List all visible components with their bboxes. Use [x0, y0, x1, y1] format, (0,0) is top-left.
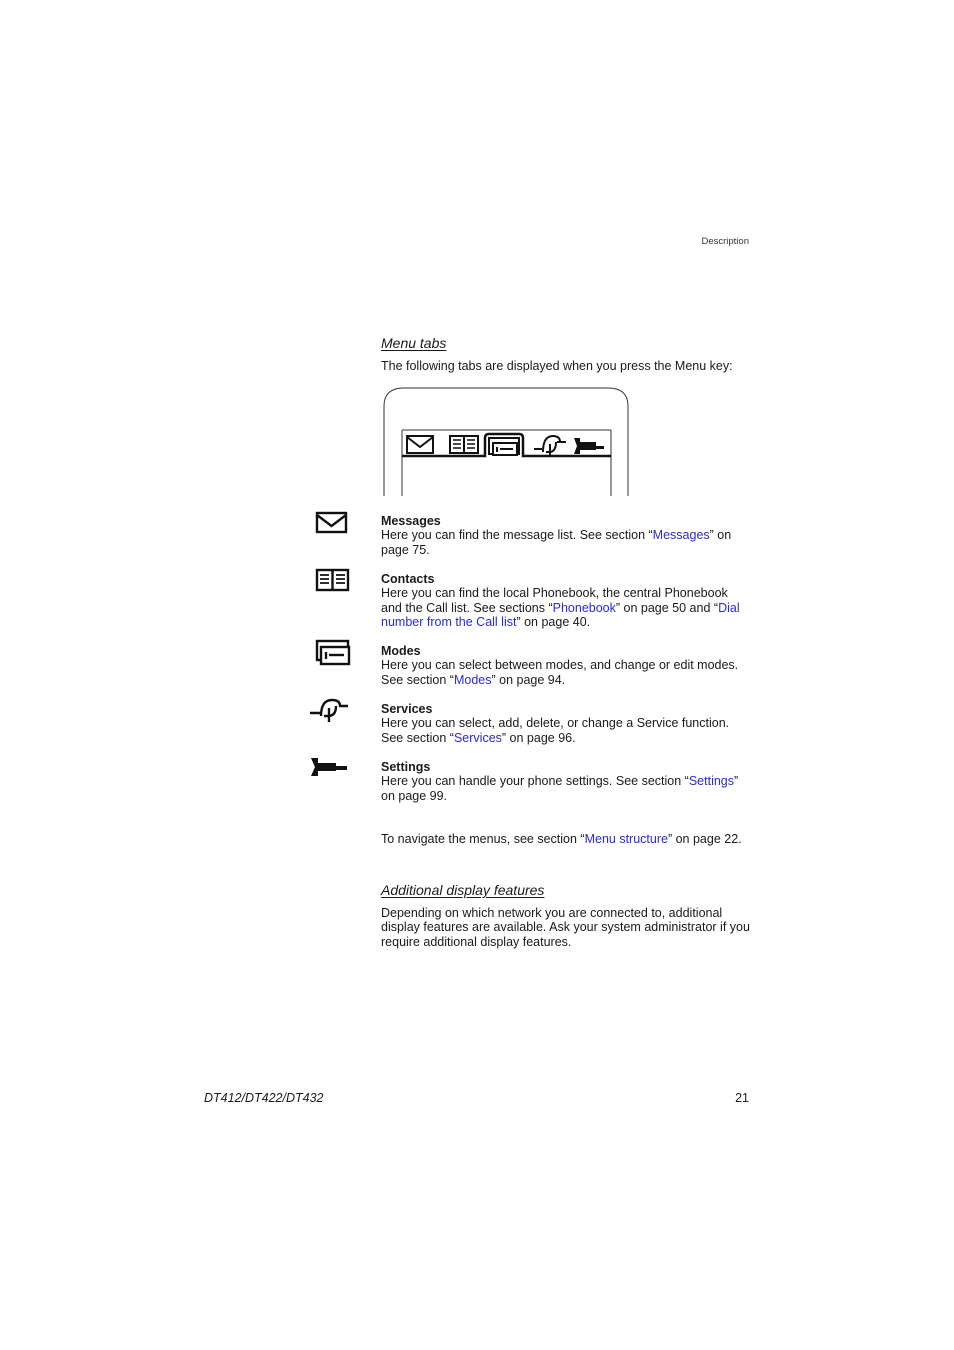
page-number: 21 — [735, 1091, 749, 1105]
item-modes: Modes Here you can select between modes, and change or edit modes. See section “Modes” on page 94. — [381, 644, 751, 687]
settings-item-icon — [306, 753, 352, 783]
item-settings: Settings Here you can handle your phone settings. See section “Settings” on page 99. — [381, 760, 751, 803]
modes-icon — [306, 639, 352, 669]
navigate-paragraph: To navigate the menus, see section “Menu structure” on page 22. — [381, 832, 742, 846]
services-item-icon — [306, 697, 352, 727]
link-dial-number[interactable]: Dial number from the Call list — [381, 600, 740, 629]
section-title-menu-tabs: Menu tabs — [381, 335, 447, 351]
link-menu-structure[interactable]: Menu structure — [584, 832, 668, 846]
item-title: Services — [381, 702, 433, 716]
wrench-icon — [574, 438, 604, 454]
envelope-icon — [306, 510, 352, 540]
item-messages: Messages Here you can find the message list. See section “Messages” on page 75. — [381, 514, 751, 557]
book-icon — [450, 436, 478, 453]
link-settings[interactable]: Settings — [688, 774, 735, 789]
item-contacts: Contacts Here you can find the local Phonebook, the central Phonebook and the Call list. See sections “Phonebook” on page 50 and “Dial number from the Call list” on page 40. — [381, 572, 751, 629]
link-phonebook[interactable]: Phonebook — [552, 600, 616, 615]
menu-tabs-intro: The following tabs are displayed when you press the Menu key: — [381, 359, 733, 373]
messages-icon — [306, 510, 352, 540]
book-icon — [306, 567, 352, 597]
services-icon — [534, 436, 566, 456]
item-title: Messages — [381, 514, 441, 528]
item-title: Settings — [381, 760, 431, 774]
services-icon — [306, 697, 352, 727]
envelope-icon — [407, 436, 433, 453]
item-title: Contacts — [381, 572, 435, 586]
section-title-additional: Additional display features — [381, 882, 545, 898]
running-header: Description — [701, 236, 749, 247]
additional-paragraph: Depending on which network you are connected to, additional display features are available. Ask your system administrator if you require additional display features. — [381, 906, 750, 949]
wrench-icon — [306, 753, 352, 783]
contacts-icon — [306, 567, 352, 597]
link-messages[interactable]: Messages — [652, 528, 710, 543]
phone-display-illustration — [382, 386, 632, 496]
item-services: Services Here you can select, add, delete, or change a Service function. See section “Services” on page 96. — [381, 702, 751, 745]
footer-model: DT412/DT422/DT432 — [204, 1091, 324, 1105]
modes-icon — [489, 438, 519, 455]
modes-item-icon — [306, 639, 352, 669]
item-title: Modes — [381, 644, 421, 658]
link-services[interactable]: Services — [453, 730, 502, 745]
link-modes[interactable]: Modes — [453, 672, 492, 687]
